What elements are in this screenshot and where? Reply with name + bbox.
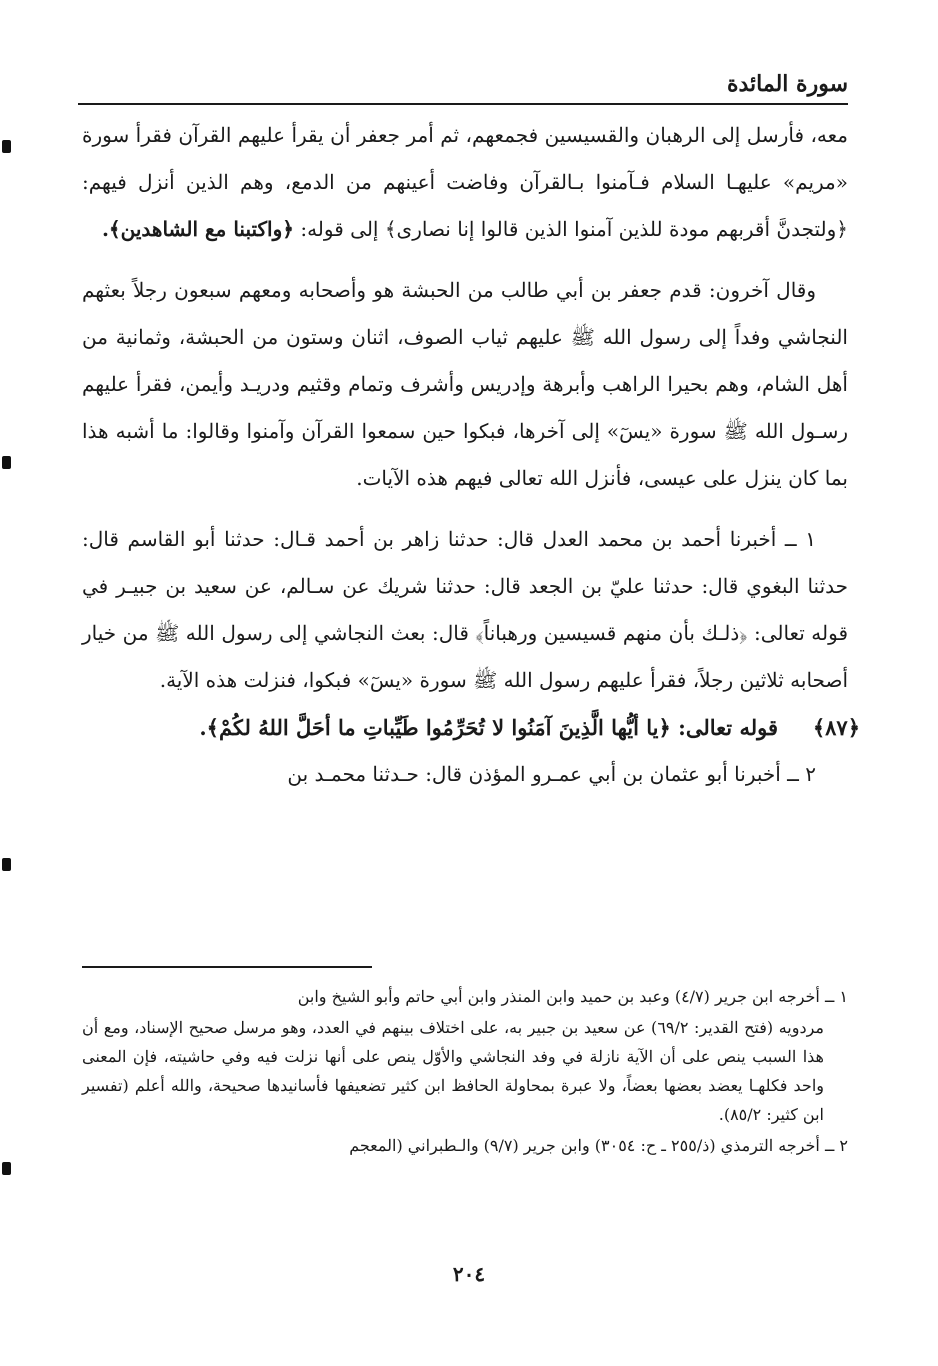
paragraph-2: وقال آخرون: قدم جعفر بن أبي طالب من الحبشة هو وأصحابه ومعهم سبعون رجلاً بعثهم النجاشي وفداً إلى رسول الله ﷺ عليهم ثياب الصوف، اثنان وستون من الحبشة، وثمانية من أهل الشام، وهم بحيرا الراهب وأبرهة وإدريس وأشرف وتمام وقثيم ودريـد وأيمن، فقرأ عليهم رسـول الله ﷺ سورة «يسٓ» إلى آخرها، فبكوا حين سمعوا القرآن وآمنوا وقالوا: ما أشبه هذا بما كان ينزل على عيسى، فأنزل الله تعالى فيهم هذه الآيات. <box>82 278 848 490</box>
footnotes <box>82 982 848 1160</box>
footnote-2: ٢ ــ أخرجه الترمذي (ذ/٢٥٥ ـ ح: ٣٠٥٤) وابن جرير (٩/٧) والـطبراني (المعجم <box>349 1136 848 1155</box>
footnote-1-continuation: مردويه (فتح القدير: ٦٩/٢) عن سعيد بن جبير به، على اختلاف بينهم في العدد، وهو مرسل صحيح الإسناد، ومع أن هذا السبب ينص على أن الآية نازلة في وفد النجاشي والأوّل ينص على أنها نزلت فيه وفي حاشيته، فإن المعنى واحد فكلهـا يعضد بعضها بعضاً، ولا عبرة بمحاولة الحافظ ابن كثير تضعيفها فأسانيدها صحيحة، والله أعلم (تفسير ابن كثير: ٨٥/٢). <box>82 1018 824 1124</box>
footnote-1-first-line: ١ ــ أخرجه ابن جرير (٤/٧) وعبد بن حميد وابن المنذر وابن أبي حاتم وأبو الشيخ وابن <box>297 987 848 1006</box>
scan-margin-mark <box>2 456 11 469</box>
header-rule <box>78 103 848 105</box>
scan-margin-mark <box>2 140 11 153</box>
verse-heading <box>82 704 860 751</box>
paragraph-3-hadith-1: ١ ــ أخبرنا أحمد بن محمد العدل قال: حدثنا زاهر بن أحمد قـال: حدثنا أبو القاسم قال: حدثنا البغوي قال: حدثنا عليّ بن الجعد قال: حدثنا شريك عن سـالم، عن سعيد بن جبيـر في قوله تعالى: ﴿ذلـك بأن منهم قسيسين ورهباناً﴾ قال: بعث النجاشي إلى رسول الله ﷺ من خيار أصحابه ثلاثين رجلاً، فقرأ عليهم رسول الله ﷺ سورة «يسٓ» فبكوا، فنزلت هذه الآية. <box>82 527 848 692</box>
running-header-surah-title: سورة المائدة <box>726 71 848 97</box>
paragraph-1-text: معه، فأرسل إلى الرهبان والقسيسين فجمعهم، ثم أمر جعفر أن يقرأ عليهم القرآن فقرأ سورة «مريم» عليهـا السلام فـآمنوا بـالقرآن وفاضت أعينهم من الدمع، وهم الذين أنزل فيهم: ﴿ولتجدنَّ أقربهم مودة للذين آمنوا الذين قالوا إنا نصارى﴾ إلى قوله: <box>82 123 848 241</box>
footnote-rule <box>82 966 372 968</box>
paragraph-1 <box>82 112 848 253</box>
page-number: ٢٠٤ <box>452 1262 486 1286</box>
verse-heading-text: قوله تعالى: ﴿يا أيُّها الَّذِينَ آمَنُوا لا تُحَرِّمُوا طَيِّباتِ ما أحَلَّ اللهُ لكُمْ﴾. <box>199 715 778 740</box>
verse-number: ﴿٨٧﴾ <box>812 715 860 740</box>
scan-margin-mark <box>2 1162 11 1175</box>
paragraph-4-hadith-2: ٢ ــ أخبرنا أبو عثمان بن أبي عمـرو المؤذن قال: حـدثنا محمـد بن <box>287 762 816 786</box>
main-text <box>82 112 860 798</box>
scan-margin-mark <box>2 858 11 871</box>
paragraph-1-quran-quote: ﴿واكتبنا مع الشاهدين﴾. <box>101 217 294 241</box>
